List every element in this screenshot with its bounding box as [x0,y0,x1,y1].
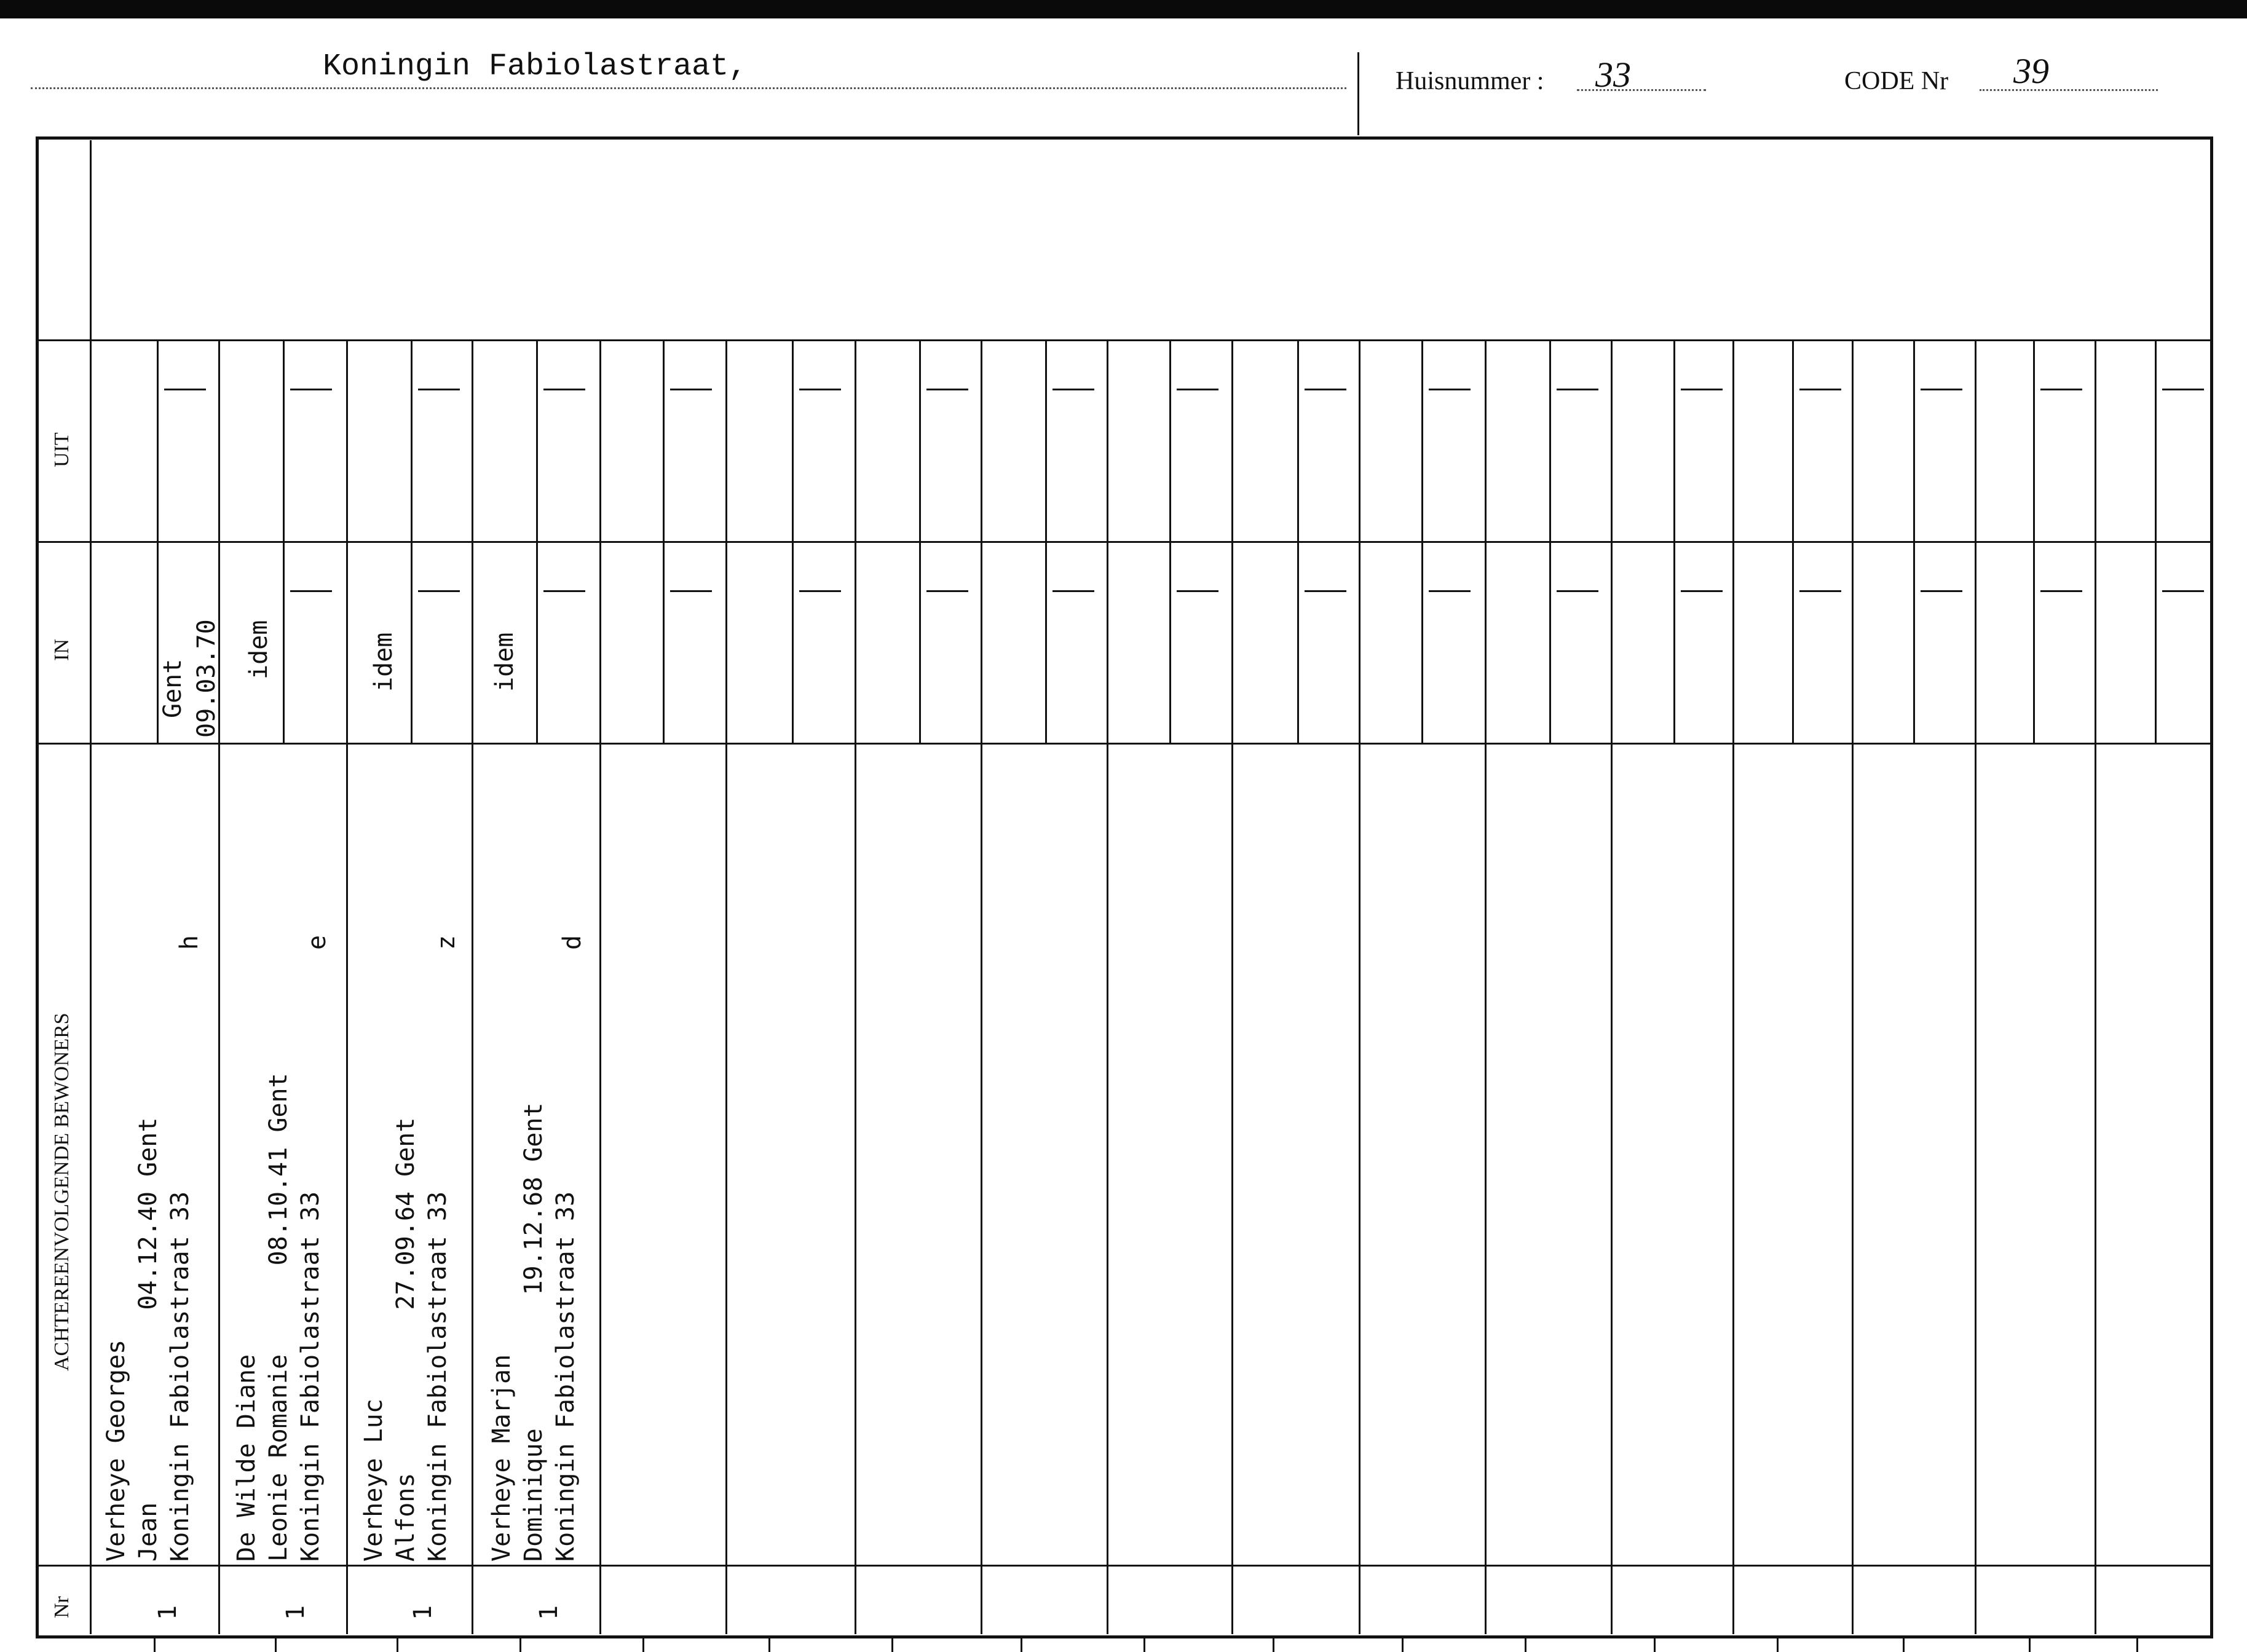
code-dotted-line [1980,89,2158,91]
column-divider-16 [2095,339,2096,1634]
header-separator [1357,52,1359,135]
uit-dash-1 [164,389,206,390]
uit-dash-8 [1052,389,1094,390]
resident-3-line-2: Alfons 27.09.64 Gent [392,1117,420,1562]
resident-4-line-3: Koningin Fabiolastraat 33 [551,1191,580,1562]
row-divider-nr [37,1565,2211,1567]
resident-1-line-1: Verheye Georges [102,1339,130,1562]
uit-half-divider-9 [1169,339,1171,541]
huisnummer-dotted-line [1577,89,1706,91]
in-dash-2 [290,590,332,592]
in-half-divider-7 [919,541,921,743]
column-divider-4 [599,339,601,1634]
resident-3-nr: 1 [409,1605,437,1620]
uit-dash-11 [1429,389,1471,390]
bottom-tick-14 [1777,1636,1779,1652]
column-divider-14 [1852,339,1854,1634]
in-half-divider-2 [283,541,285,743]
bottom-tick-16 [2029,1636,2031,1652]
in-dash-12 [1557,590,1598,592]
bottom-tick-9 [1143,1636,1145,1652]
bottom-tick-7 [891,1636,893,1652]
in-dash-6 [799,590,841,592]
in-dash-10 [1305,590,1346,592]
in-dash-8 [1052,590,1094,592]
in-half-divider-13 [1673,541,1675,743]
bottom-tick-1 [154,1636,156,1652]
in-half-divider-4 [536,541,538,743]
column-divider-12 [1611,339,1613,1634]
uit-half-divider-15 [1913,339,1915,541]
in-half-divider-15 [1913,541,1915,743]
column-divider-15 [1975,339,1976,1634]
uit-half-divider-12 [1549,339,1551,541]
column-divider-8 [1107,339,1108,1634]
in-dash-3 [418,590,460,592]
resident-2-nr: 1 [282,1605,310,1620]
in-half-divider-16 [2033,541,2035,743]
uit-dash-7 [926,389,968,390]
bottom-tick-15 [1903,1636,1905,1652]
column-divider-7 [981,339,982,1634]
column-divider-3 [472,339,473,1634]
uit-half-divider-1 [157,339,159,541]
resident-2-line-1: De Wilde Diane [232,1354,261,1562]
resident-1-in-place: Gent [159,658,187,718]
resident-1-in-date: 09.03.70 [192,619,221,738]
column-divider-9 [1231,339,1233,1634]
in-dash-9 [1177,590,1218,592]
top-scan-edge [0,0,2247,18]
in-dash-4 [543,590,585,592]
bottom-tick-4 [519,1636,521,1652]
bottom-tick-11 [1402,1636,1404,1652]
bottom-tick-13 [1654,1636,1656,1652]
uit-half-divider-14 [1792,339,1794,541]
street-name: Koningin Fabiolastraat, [323,49,748,84]
column-divider-13 [1732,339,1734,1634]
in-dash-5 [670,590,712,592]
section-label-uit: UIT [50,432,73,467]
row-divider-uit [37,339,2211,341]
section-label-in: IN [50,639,73,661]
in-dash-16 [2040,590,2082,592]
resident-2-in-place: idem [245,620,273,679]
uit-dash-6 [799,389,841,390]
huisnummer-label: Huisnummer : [1396,67,1544,95]
bottom-tick-2 [275,1636,277,1652]
in-half-divider-10 [1297,541,1299,743]
resident-2-code: e [303,935,331,950]
resident-3-line-1: Verheye Luc [360,1399,388,1562]
uit-half-divider-5 [663,339,665,541]
resident-2-line-3: Koningin Fabiolastraat 33 [296,1191,325,1562]
uit-dash-14 [1799,389,1841,390]
resident-4-line-2: Dominique 19.12.68 Gent [519,1102,548,1562]
in-half-divider-9 [1169,541,1171,743]
in-half-divider-3 [411,541,413,743]
code-label: CODE Nr [1844,67,1949,95]
in-half-divider-6 [792,541,794,743]
resident-1-line-3: Koningin Fabiolastraat 33 [166,1191,194,1562]
uit-dash-5 [670,389,712,390]
uit-half-divider-2 [283,339,285,541]
resident-4-in-place: idem [491,632,519,692]
bottom-tick-5 [642,1636,644,1652]
uit-half-divider-10 [1297,339,1299,541]
code-value: 39 [2013,51,2049,91]
uit-half-divider-7 [919,339,921,541]
resident-3-line-3: Koningin Fabiolastraat 33 [424,1191,452,1562]
column-divider-1 [218,339,220,1634]
bottom-tick-10 [1273,1636,1274,1652]
uit-dash-10 [1305,389,1346,390]
uit-half-divider-11 [1421,339,1423,541]
uit-dash-9 [1177,389,1218,390]
in-dash-11 [1429,590,1471,592]
resident-1-line-2: Jean 04.12.40 Gent [134,1117,162,1562]
uit-dash-17 [2162,389,2204,390]
uit-dash-3 [418,389,460,390]
uit-half-divider-3 [411,339,413,541]
in-half-divider-8 [1045,541,1047,743]
uit-half-divider-16 [2033,339,2035,541]
column-divider-11 [1485,339,1487,1634]
uit-dash-2 [290,389,332,390]
uit-dash-13 [1681,389,1723,390]
resident-4-line-1: Verheye Marjan [488,1354,516,1562]
column-divider-5 [725,339,727,1634]
huisnummer-value: 33 [1595,55,1631,95]
uit-dash-12 [1557,389,1598,390]
in-dash-7 [926,590,968,592]
in-half-divider-14 [1792,541,1794,743]
uit-dash-15 [1921,389,1962,390]
resident-2-line-2: Leonie Romanie 08.10.41 Gent [264,1073,293,1562]
bottom-tick-12 [1525,1636,1526,1652]
uit-half-divider-17 [2155,339,2157,541]
column-divider-10 [1359,339,1360,1634]
resident-3-in-place: idem [369,632,398,692]
in-dash-14 [1799,590,1841,592]
resident-4-code: d [558,935,586,950]
uit-half-divider-4 [536,339,538,541]
uit-dash-16 [2040,389,2082,390]
in-dash-17 [2162,590,2204,592]
uit-half-divider-13 [1673,339,1675,541]
bottom-tick-8 [1021,1636,1022,1652]
section-label-nr: Nr [50,1596,73,1618]
uit-half-divider-8 [1045,339,1047,541]
section-label-bewoners: ACHTEREENVOLGENDE BEWONERS [50,1013,73,1371]
street-dotted-line [31,87,1346,89]
resident-1-code: h [175,935,203,950]
bottom-tick-3 [397,1636,398,1652]
label-column-divider [90,140,92,1634]
in-half-divider-11 [1421,541,1423,743]
column-divider-6 [855,339,856,1634]
resident-4-nr: 1 [535,1605,563,1620]
in-half-divider-5 [663,541,665,743]
resident-3-code: z [432,935,460,950]
in-half-divider-12 [1549,541,1551,743]
resident-1-nr: 1 [154,1605,182,1620]
bottom-tick-6 [768,1636,770,1652]
row-divider-bewoners [37,743,2211,745]
uit-half-divider-6 [792,339,794,541]
bottom-tick-17 [2136,1636,2138,1652]
uit-dash-4 [543,389,585,390]
in-dash-13 [1681,590,1723,592]
in-half-divider-17 [2155,541,2157,743]
column-divider-2 [346,339,348,1634]
row-divider-in [37,541,2211,543]
in-dash-15 [1921,590,1962,592]
